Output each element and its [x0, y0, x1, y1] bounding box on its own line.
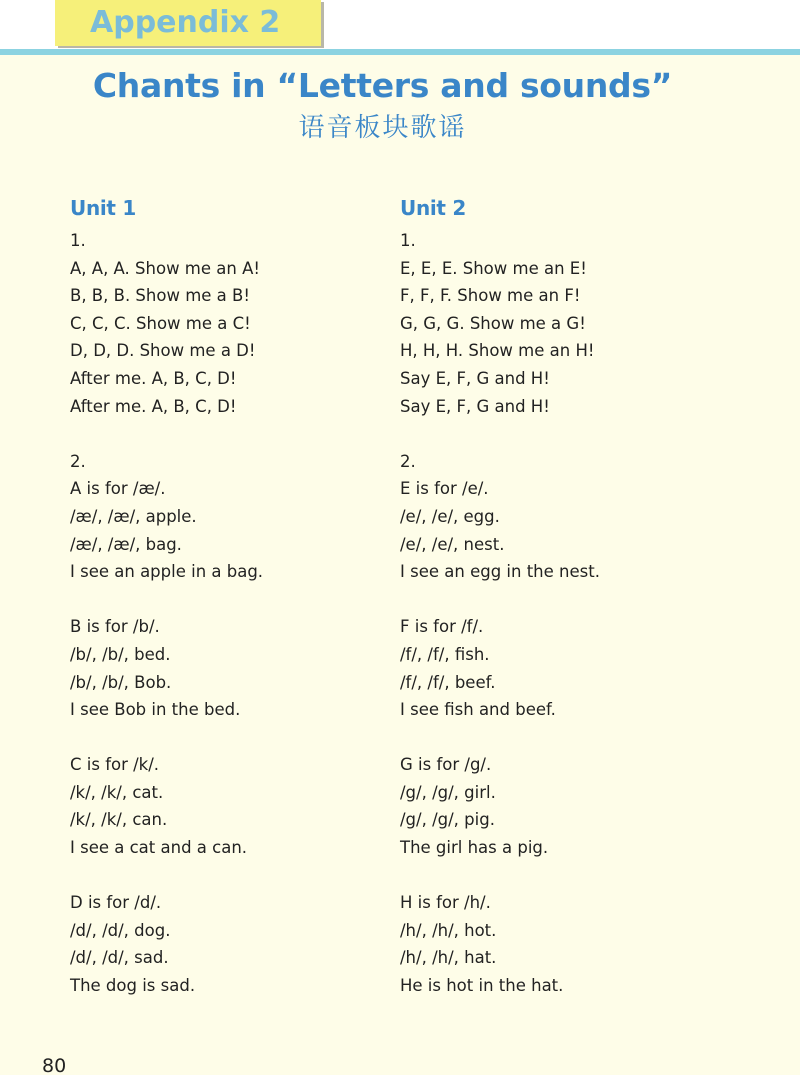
unit2-heading: Unit 2 [400, 196, 466, 220]
chant-line: He is hot in the hat. [400, 976, 564, 996]
header-rule [0, 49, 800, 55]
chant-line: I see an egg in the nest. [400, 562, 600, 582]
chant-line: H, H, H. Show me an H! [400, 341, 595, 361]
blank-line [70, 420, 390, 448]
chant-line: /b/, /b/, bed. [70, 644, 171, 664]
chant-line: /g/, /g/, pig. [400, 810, 495, 830]
page-subtitle: 语音板块歌谣 [298, 113, 467, 143]
chant-line: /k/, /k/, can. [70, 810, 168, 830]
chant-line: /e/, /e/, egg. [400, 506, 500, 526]
chant-line: After me. A, B, C, D! [70, 368, 237, 388]
chant-line: D, D, D. Show me a D! [70, 341, 256, 361]
chant-line: 1. [70, 231, 86, 250]
chant-line: A is for /æ/. [70, 479, 166, 499]
unit2-chant-lines [400, 227, 720, 1000]
chant-line: 2. [400, 451, 416, 471]
unit1-chant-lines [70, 227, 390, 1000]
chant-line: B is for /b/. [70, 617, 160, 637]
chant-line: Say E, F, G and H! [400, 396, 550, 416]
chant-line: E is for /e/. [400, 479, 489, 499]
chant-line: /æ/, /æ/, bag. [70, 534, 182, 554]
blank-line [400, 724, 720, 752]
chant-line: G, G, G. Show me a G! [400, 313, 586, 333]
chant-line: /e/, /e/, nest. [400, 534, 505, 554]
unit1-column [70, 193, 390, 1000]
chant-line: C is for /k/. [70, 755, 160, 775]
chant-line: /f/, /f/, beef. [400, 672, 496, 692]
unit2-column [400, 193, 720, 1000]
chant-line: The girl has a pig. [400, 838, 549, 858]
blank-line [70, 586, 390, 614]
chant-line: I see an apple in a bag. [70, 562, 264, 582]
chant-line: /g/, /g/, girl. [400, 782, 496, 802]
chant-line: /h/, /h/, hat. [400, 948, 497, 968]
chant-line: I see fish and beef. [400, 700, 556, 720]
chant-line: B, B, B. Show me a B! [70, 286, 250, 306]
chant-line: 2. [70, 451, 86, 471]
blank-line [400, 420, 720, 448]
chant-line: H is for /h/. [400, 893, 491, 913]
chant-line: Say E, F, G and H! [400, 368, 550, 388]
chant-line: 1. [400, 231, 416, 250]
chant-line: F is for /f/. [400, 617, 484, 637]
unit1-heading: Unit 1 [70, 196, 136, 220]
blank-line [70, 724, 390, 752]
chant-line: /æ/, /æ/, apple. [70, 506, 197, 526]
chant-line: /f/, /f/, fish. [400, 644, 490, 664]
chant-line: G is for /g/. [400, 755, 492, 775]
appendix-label: Appendix 2 [90, 5, 281, 40]
chant-line: /h/, /h/, hot. [400, 920, 497, 940]
chant-line: A, A, A. Show me an A! [70, 258, 260, 278]
chant-line: I see a cat and a can. [70, 838, 248, 858]
blank-line [70, 862, 390, 890]
chant-line: /d/, /d/, sad. [70, 948, 169, 968]
chant-line: /d/, /d/, dog. [70, 920, 171, 940]
page-number: 80 [42, 1055, 67, 1077]
chant-line: D is for /d/. [70, 893, 162, 913]
chant-line: The dog is sad. [70, 976, 196, 996]
chant-line: I see Bob in the bed. [70, 700, 241, 720]
page-title: Chants in “Letters and sounds” [92, 66, 673, 105]
chant-line: /b/, /b/, Bob. [70, 672, 172, 692]
blank-line [400, 586, 720, 614]
blank-line [400, 862, 720, 890]
chant-line: F, F, F. Show me an F! [400, 286, 581, 306]
chant-line: C, C, C. Show me a C! [70, 313, 251, 333]
chant-line: After me. A, B, C, D! [70, 396, 237, 416]
chant-line: /k/, /k/, cat. [70, 782, 164, 802]
chant-line: E, E, E. Show me an E! [400, 258, 587, 278]
